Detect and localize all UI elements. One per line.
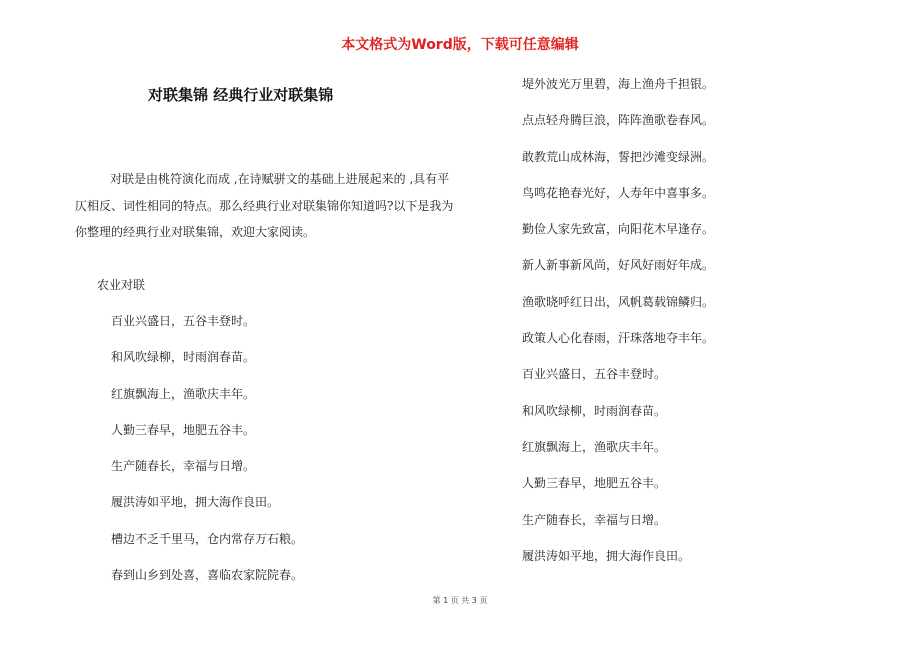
document-title: 对联集锦 经典行业对联集锦 (148, 86, 334, 104)
couplet-line: 人勤三春早，地肥五谷丰。 (522, 476, 667, 491)
couplet-line: 渔歌晓呼红日出，风帆葛载锦鳞归。 (522, 294, 715, 309)
couplet-line: 百业兴盛日，五谷丰登时。 (522, 367, 667, 382)
couplet-line: 政策人心化春雨，汗珠落地夺丰年。 (522, 331, 715, 346)
left-couplet-list (111, 313, 303, 603)
couplet-line: 新人新事新风尚，好风好雨好年成。 (522, 258, 715, 273)
couplet-line: 槽边不乏千里马，仓内常存万石粮。 (111, 531, 304, 546)
couplet-line: 履洪涛如平地，拥大海作良田。 (111, 495, 280, 510)
couplet-line: 人勤三春早，地肥五谷丰。 (111, 422, 256, 437)
couplet-line: 履洪涛如平地，拥大海作良田。 (522, 548, 691, 563)
couplet-line: 生产随春长，幸福与日增。 (522, 512, 667, 527)
couplet-line: 红旗飘海上，渔歌庆丰年。 (111, 386, 256, 401)
couplet-line: 堤外波光万里碧，海上渔舟千担银。 (522, 77, 715, 91)
couplet-line: 和风吹绿柳，时雨润春苗。 (111, 350, 256, 365)
right-couplet-list (522, 76, 714, 584)
couplet-line: 百业兴盛日，五谷丰登时。 (111, 314, 256, 328)
couplet-line: 和风吹绿柳，时雨润春苗。 (522, 403, 667, 418)
couplet-line: 敢教荒山成林海，誓把沙滩变绿洲。 (522, 149, 715, 164)
banner-notice: 本文格式为Word版，下载可任意编辑 (341, 37, 579, 53)
couplet-line: 鸟鸣花艳春光好，人寿年中喜事多。 (522, 185, 715, 200)
couplet-line: 点点轻舟腾巨浪，阵阵渔歌卷春风。 (522, 113, 715, 128)
couplet-line: 红旗飘海上，渔歌庆丰年。 (522, 439, 667, 454)
couplet-line: 春到山乡到处喜，喜临农家院院春。 (111, 568, 304, 583)
page-number-footer: 第 1 页 共 3 页 (432, 596, 488, 605)
intro-paragraph: 对联是由桃符演化而成 ,在诗赋骈文的基础上进展起来的 ,具有平仄相反、词性相同的特点。那么经典行业对联集锦你知道吗?以下是我为你整理的经典行业对联集锦，欢迎大家阅读。 (75, 172, 454, 240)
couplet-line: 勤俭人家先致富，向阳花木早逢存。 (522, 222, 715, 237)
section-heading-agriculture: 农业对联 (97, 278, 146, 292)
couplet-line: 生产随春长，幸福与日增。 (111, 459, 256, 474)
